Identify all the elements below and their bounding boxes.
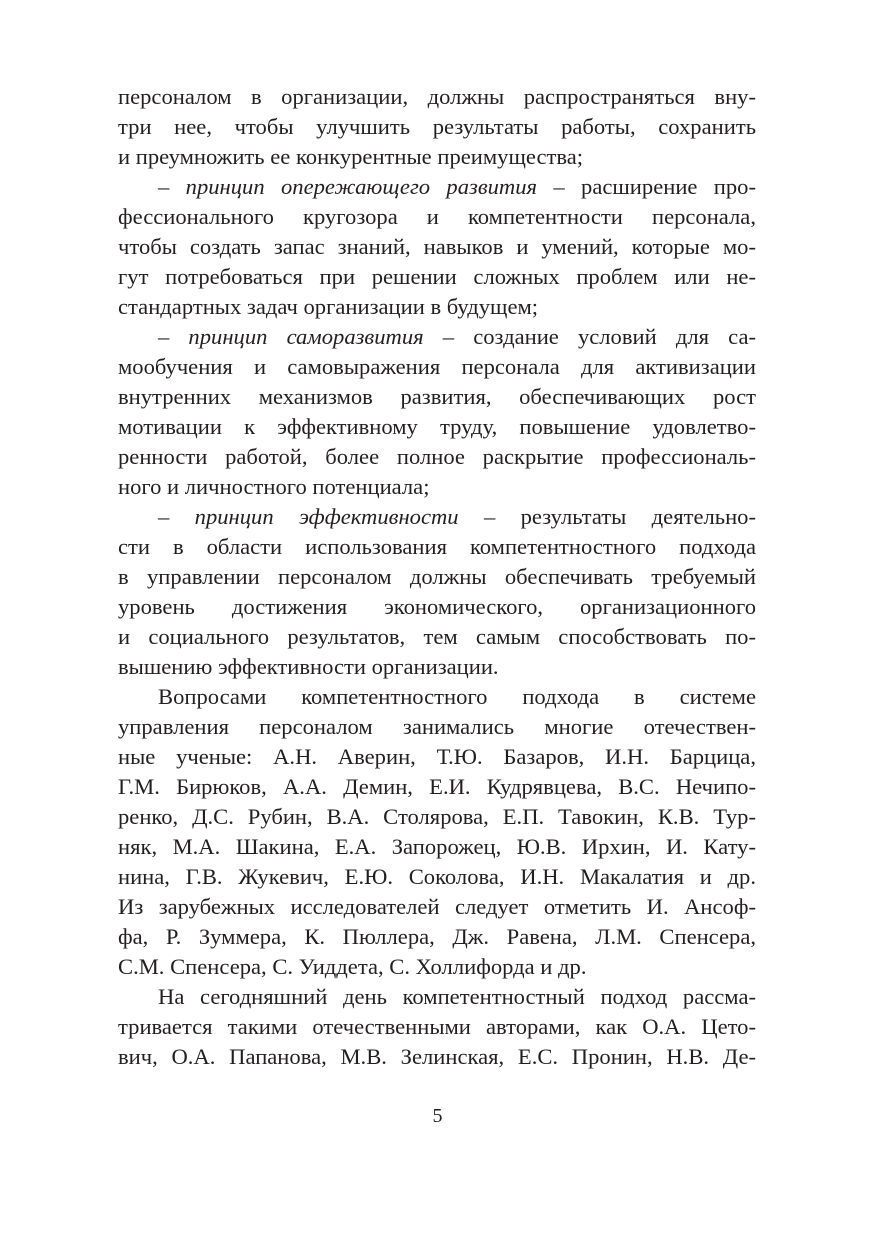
text-line: Вопросами компетентностного подхода в системе	[158, 684, 756, 709]
text-line: С.М. Спенсера, С. Уиддета, С. Холлифорда и др.	[118, 954, 587, 979]
text-fragment: – расширение про-	[537, 174, 756, 199]
paragraph	[118, 982, 756, 1072]
text-line: ного и личностного потенциала;	[118, 474, 430, 499]
text-line: ренности работой, более полное раскрытие профессиональ-	[118, 444, 756, 469]
text-line: фа, Р. Зуммера, К. Пюллера, Дж. Равена, Л.М. Спенсера,	[118, 924, 756, 949]
text-line	[118, 502, 756, 532]
text-line: сти в области использования компетентностного подхода	[118, 534, 756, 559]
text-line	[118, 172, 756, 202]
paragraph	[118, 172, 756, 322]
principle-term: – принцип саморазвития	[158, 324, 424, 349]
text-line: нина, Г.В. Жукевич, Е.Ю. Соколова, И.Н. Макалатия и др.	[118, 864, 756, 889]
text-line: Г.М. Бирюков, А.А. Демин, Е.И. Кудрявцева, В.С. Нечипо-	[118, 774, 756, 799]
text-line: и преумножить ее конкурентные преимущества;	[118, 144, 584, 169]
text-line: персоналом в организации, должны распространяться вну-	[118, 84, 756, 109]
text-line: гут потребоваться при решении сложных проблем или не-	[118, 264, 756, 289]
text-fragment: – результаты деятельно-	[458, 504, 756, 529]
text-line: мотивации к эффективному труду, повышение удовлетво-	[118, 414, 756, 439]
paragraph	[118, 682, 756, 982]
text-line: вышению эффективности организации.	[118, 654, 499, 679]
text-line: тривается такими отечественными авторами, как О.А. Цето-	[118, 1014, 756, 1039]
text-line: фессионального кругозора и компетентности персонала,	[118, 204, 756, 229]
text-fragment: – создание условий для са-	[423, 324, 756, 349]
text-line: чтобы создать запас знаний, навыков и умений, которые мо-	[118, 234, 756, 259]
text-line: внутренних механизмов развития, обеспечивающих рост	[118, 384, 756, 409]
text-line: управления персоналом занимались многие отечествен-	[118, 714, 756, 739]
text-line: и социального результатов, тем самым способствовать по-	[118, 624, 756, 649]
text-line: уровень достижения экономического, организационного	[118, 594, 756, 619]
text-line: мообучения и самовыражения персонала для активизации	[118, 354, 756, 379]
paragraph	[118, 82, 756, 172]
paragraph	[118, 322, 756, 502]
page-number: 5	[432, 1105, 443, 1127]
text-line: три нее, чтобы улучшить результаты работы, сохранить	[118, 114, 756, 139]
text-line: вич, О.А. Папанова, М.В. Зелинская, Е.С. Пронин, Н.В. Де-	[118, 1044, 756, 1069]
text-line: На сегодняшний день компетентностный подход рассма-	[158, 984, 756, 1009]
text-line: в управлении персоналом должны обеспечивать требуемый	[118, 564, 756, 589]
text-line	[118, 322, 756, 352]
text-line: ренко, Д.С. Рубин, В.А. Столярова, Е.П. Тавокин, К.В. Тур-	[118, 804, 756, 829]
principle-term: – принцип эффективности	[158, 504, 459, 529]
paragraph	[118, 502, 756, 682]
principle-term: – принцип опережающего развития	[158, 174, 538, 199]
text-line: ные ученые: А.Н. Аверин, Т.Ю. Базаров, И.Н. Барцица,	[118, 744, 756, 769]
text-line: няк, М.А. Шакина, Е.А. Запорожец, Ю.В. Ирхин, И. Кату-	[118, 834, 756, 859]
page-body	[118, 82, 756, 1072]
text-line: Из зарубежных исследователей следует отметить И. Ансоф-	[118, 894, 756, 919]
text-line: стандартных задач организации в будущем;	[118, 294, 539, 319]
